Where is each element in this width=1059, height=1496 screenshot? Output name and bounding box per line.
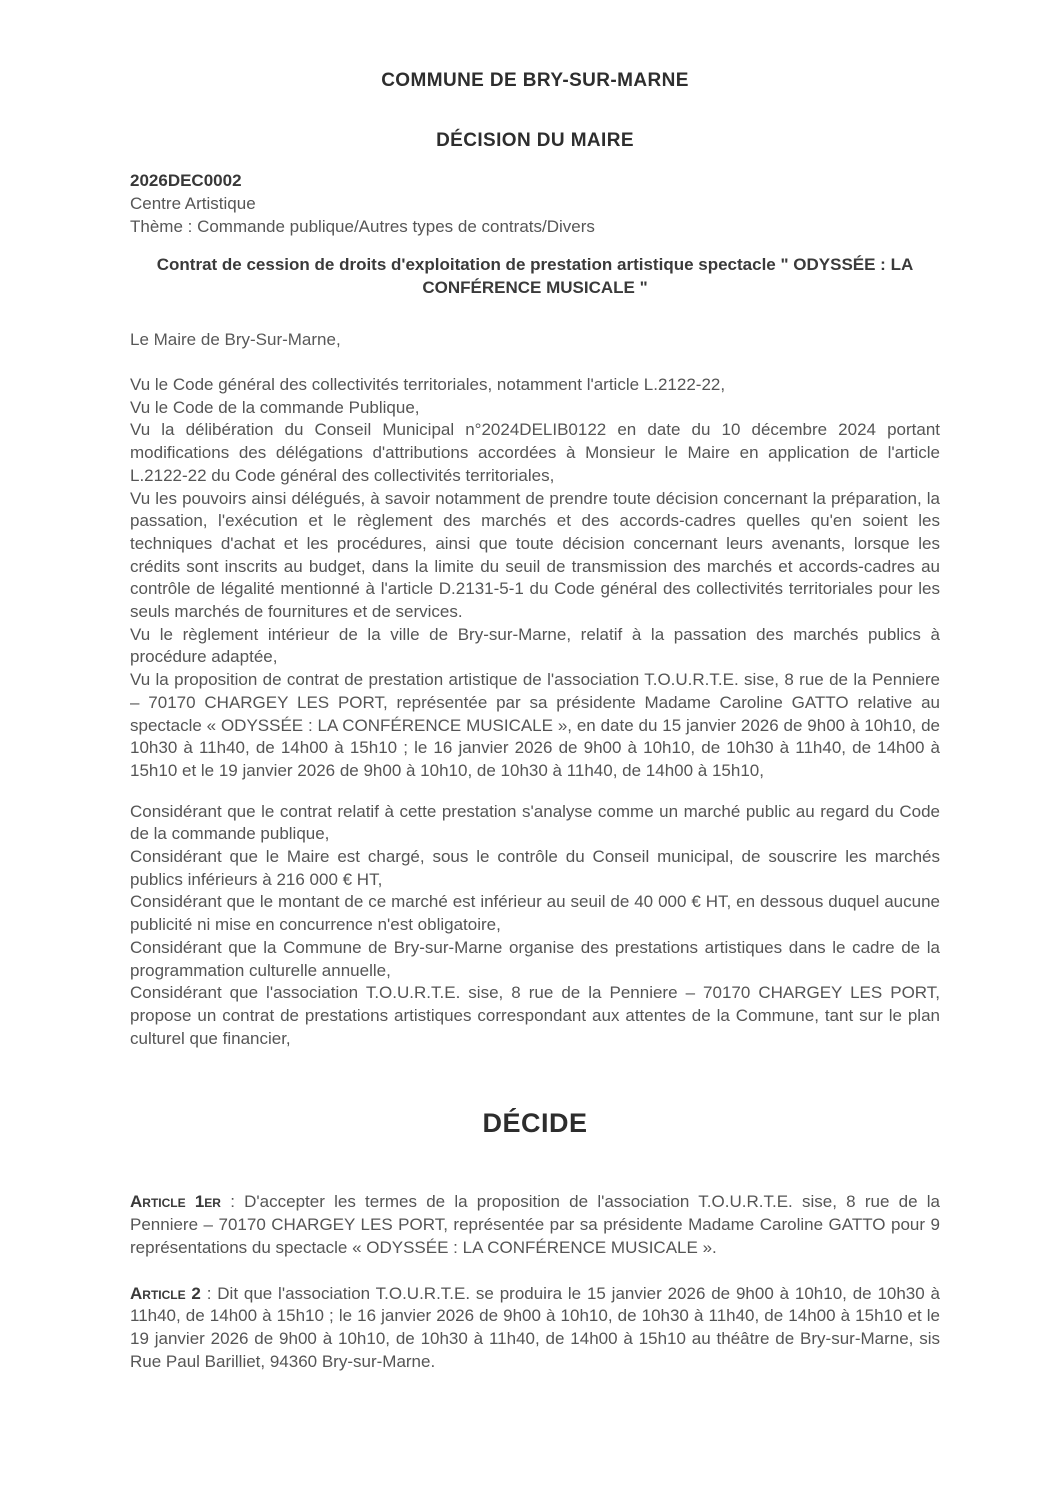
- vu-paragraph: Vu les pouvoirs ainsi délégués, à savoir notamment de prendre toute décision concernant la préparation, la passation, l'exécution et le règlement des marchés et des accords-cadres quelles qu'en soient les techniques d'achat et les procédures, ainsi que toute décision concernant leurs avenants, lorsque les crédits sont inscrits au budget, dans la limite du seuil de transmission des marchés et accords-cadres au contrôle de légalité mentionné à l'article D.2131-5-1 du Code général des collectivités territoriales pour les seuls marchés de fournitures et de services.: [130, 488, 940, 622]
- vu-paragraph: Vu la proposition de contrat de prestation artistique de l'association T.O.U.R.T.E. sise, 8 rue de la Penniere – 70170 CHARGEY LES PORT, représentée par sa présidente Madame Caroline GATTO relative au spectacle « ODYSSÉE : LA CONFÉRENCE MUSICALE », en date du 15 janvier 2026 de 9h00 à 10h10, de 10h30 à 11h40, de 14h00 à 15h10 ; le 16 janvier 2026 de 9h00 à 10h10, de 10h30 à 11h40, de 14h00 à 15h10 et le 19 janvier 2026 de 9h00 à 10h10, de 10h30 à 11h40, de 14h00 à 15h10,: [130, 670, 940, 780]
- considerant-paragraph: Considérant que la Commune de Bry-sur-Marne organise des prestations artistiques dans le cadre de la programmation culturelle annuelle,: [130, 937, 940, 980]
- considerant-paragraph: Considérant que le montant de ce marché est inférieur au seuil de 40 000 € HT, en dessous duquel aucune publicité ni mise en concurrence n'est obligatoire,: [130, 892, 940, 935]
- considerant-paragraph: Considérant que l'association T.O.U.R.T.E. sise, 8 rue de la Penniere – 70170 CHARGEY LES PORT, propose un contrat de prestations artistiques correspondant aux attentes de la Commune, tant sur le plan culturel que financier,: [130, 983, 940, 1048]
- decision-title: DÉCISION DU MAIRE: [436, 130, 634, 151]
- subject-title: Contrat de cession de droits d'exploitation de prestation artistique spectacle " ODYSSÉE : LA CONFÉRENCE MUSICALE ": [156, 255, 914, 297]
- decide-heading: DÉCIDE: [482, 1108, 588, 1139]
- considerant-paragraph: Considérant que le Maire est chargé, sous le contrôle du Conseil municipal, de souscrire les marchés publics inférieurs à 216 000 € HT,: [130, 847, 940, 889]
- vu-paragraph: Vu le Code général des collectivités territoriales, notamment l'article L.2122-22,: [130, 375, 726, 394]
- article-1-text: : D'accepter les termes de la proposition de l'association T.O.U.R.T.E. sise, 8 rue de la Penniere – 70170 CHARGEY LES PORT, représentée par sa présidente Madame Caroline GATTO pour 9 représentations du spectacle « ODYSSÉE : LA CONFÉRENCE MUSICALE ».: [130, 1192, 940, 1257]
- article-2-label: Article 2: [130, 1283, 201, 1303]
- article-2-paragraph: [130, 1283, 940, 1374]
- vu-section: [130, 374, 940, 783]
- article-2-text: : Dit que l'association T.O.U.R.T.E. se produira le 15 janvier 2026 de 9h00 à 10h10, de 10h30 à 11h40, de 14h00 à 15h10 ; le 16 janvier 2026 de 9h00 à 10h10, de 10h30 à 11h40, de 14h00 à 15h10 et le 19 janvier 2026 de 9h00 à 10h10, de 10h30 à 11h40, de 14h00 à 15h10 au théâtre de Bry-sur-Marne, sis Rue Paul Barilliet, 94360 Bry-sur-Marne.: [130, 1283, 940, 1371]
- vu-paragraph: Vu le règlement intérieur de la ville de Bry-sur-Marne, relatif à la passation des marchés publics à procédure adaptée,: [130, 624, 940, 667]
- considerant-section: [130, 801, 940, 1051]
- theme-line: Thème : Commande publique/Autres types de contrats/Divers: [130, 217, 595, 236]
- salutation: Le Maire de Bry-Sur-Marne,: [130, 330, 341, 349]
- vu-paragraph: Vu le Code de la commande Publique,: [130, 397, 420, 417]
- service-line: Centre Artistique: [130, 194, 256, 213]
- commune-title: COMMUNE DE BRY-SUR-MARNE: [381, 70, 689, 91]
- article-1-paragraph: [130, 1191, 940, 1259]
- vu-paragraph: Vu la délibération du Conseil Municipal n°2024DELIB0122 en date du 10 décembre 2024 portant modifications des délégations d'attributions accordées à Monsieur le Maire en application de l'article L.2122-22 du Code général des collectivités territoriales,: [130, 420, 940, 485]
- article-1-label: Article 1er: [130, 1192, 221, 1212]
- reference-number: 2026DEC0002: [130, 171, 242, 190]
- considerant-paragraph: Considérant que le contrat relatif à cette prestation s'analyse comme un marché public au regard du Code de la commande publique,: [130, 801, 940, 844]
- reference-block: [130, 169, 940, 238]
